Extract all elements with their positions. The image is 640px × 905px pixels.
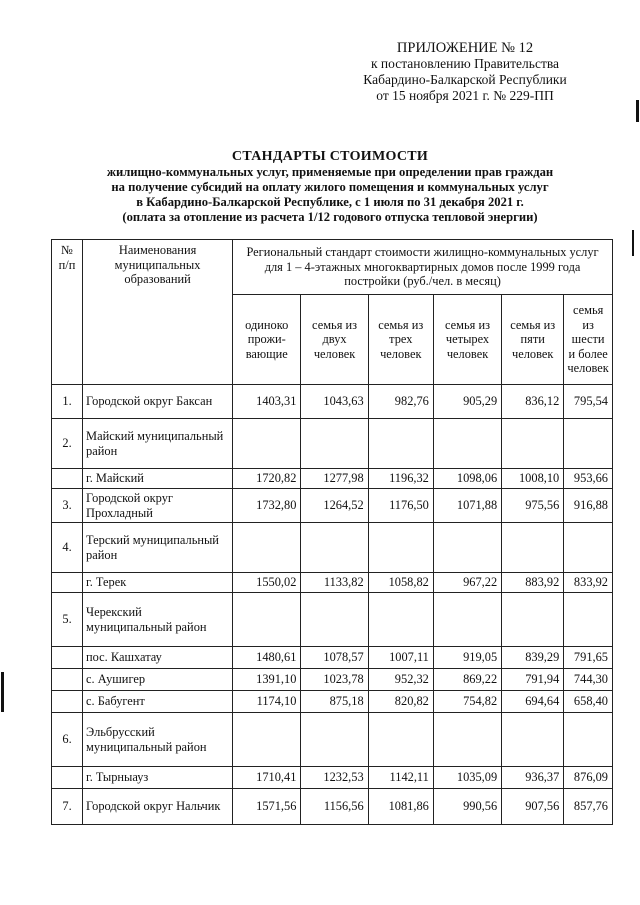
cost-value: 1058,82 xyxy=(368,573,433,593)
cost-value: 1078,57 xyxy=(301,647,368,669)
cost-value: 953,66 xyxy=(564,469,613,489)
cost-value: 1008,10 xyxy=(502,469,564,489)
cost-value: 791,94 xyxy=(502,669,564,691)
table-row xyxy=(52,691,613,713)
cost-value: 1403,31 xyxy=(233,385,301,419)
table-row xyxy=(52,593,613,647)
cost-value xyxy=(564,523,613,573)
cost-value: 876,09 xyxy=(564,767,613,789)
cost-value: 1007,11 xyxy=(368,647,433,669)
cost-value: 833,92 xyxy=(564,573,613,593)
cost-value: 1480,61 xyxy=(233,647,301,669)
table-row xyxy=(52,489,613,523)
municipality-name: Городской округ Прохладный xyxy=(83,489,233,523)
cost-value xyxy=(233,523,301,573)
cost-value: 1710,41 xyxy=(233,767,301,789)
row-number xyxy=(52,691,83,713)
cost-value: 1142,11 xyxy=(368,767,433,789)
cost-value: 1081,86 xyxy=(368,789,433,825)
row-number: 6. xyxy=(52,713,83,767)
cost-value: 1732,80 xyxy=(233,489,301,523)
appendix-line-2: Кабардино-Балкарской Республики xyxy=(363,72,567,87)
table-row xyxy=(52,767,613,789)
table-row xyxy=(52,523,613,573)
cost-value: 1098,06 xyxy=(433,469,501,489)
cost-value xyxy=(233,419,301,469)
table-row xyxy=(52,419,613,469)
row-number: 1. xyxy=(52,385,83,419)
cost-value xyxy=(368,593,433,647)
municipality-name: пос. Кашхатау xyxy=(83,647,233,669)
cost-value: 936,37 xyxy=(502,767,564,789)
cost-value xyxy=(301,523,368,573)
cost-value xyxy=(502,713,564,767)
cost-value: 1571,56 xyxy=(233,789,301,825)
table-row xyxy=(52,713,613,767)
header-single: одиноко прожи-вающие xyxy=(233,295,301,385)
cost-value: 982,76 xyxy=(368,385,433,419)
cost-value xyxy=(433,419,501,469)
appendix-title: ПРИЛОЖЕНИЕ № 12 xyxy=(396,40,534,56)
cost-value: 967,22 xyxy=(433,573,501,593)
municipality-name: Городской округ Нальчик xyxy=(83,789,233,825)
document-heading xyxy=(20,148,640,225)
municipality-name: с. Бабугент xyxy=(83,691,233,713)
municipality-name: г. Майский xyxy=(83,469,233,489)
cost-value: 1720,82 xyxy=(233,469,301,489)
row-number: 2. xyxy=(52,419,83,469)
municipality-name: Майский муниципальный район xyxy=(83,419,233,469)
cost-value: 744,30 xyxy=(564,669,613,691)
cost-value: 1550,02 xyxy=(233,573,301,593)
table-row xyxy=(52,573,613,593)
municipality-name: Терский муниципальный район xyxy=(83,523,233,573)
row-number: 4. xyxy=(52,523,83,573)
row-number xyxy=(52,647,83,669)
appendix-block xyxy=(300,40,630,104)
row-number xyxy=(52,469,83,489)
cost-value: 1176,50 xyxy=(368,489,433,523)
cost-value: 1264,52 xyxy=(301,489,368,523)
header-regional-standard: Региональный стандарт стоимости жилищно-коммунальных услуг для 1 – 4-этажных многоквартирных домов после 1999 года постройки (руб./чел. в месяц) xyxy=(233,240,613,295)
row-number: 7. xyxy=(52,789,83,825)
table-row xyxy=(52,469,613,489)
cost-value: 916,88 xyxy=(564,489,613,523)
cost-value xyxy=(502,523,564,573)
cost-value: 919,05 xyxy=(433,647,501,669)
cost-value: 869,22 xyxy=(433,669,501,691)
cost-value: 1071,88 xyxy=(433,489,501,523)
municipality-name: г. Терек xyxy=(83,573,233,593)
municipality-name: Эльбрусский муниципальный район xyxy=(83,713,233,767)
municipality-name: с. Аушигер xyxy=(83,669,233,691)
cost-value: 1035,09 xyxy=(433,767,501,789)
cost-value xyxy=(433,593,501,647)
cost-value: 1277,98 xyxy=(301,469,368,489)
cost-value: 791,65 xyxy=(564,647,613,669)
row-number xyxy=(52,573,83,593)
table-row xyxy=(52,385,613,419)
cost-value: 905,29 xyxy=(433,385,501,419)
cost-value: 1391,10 xyxy=(233,669,301,691)
header-family-5: семья из пяти человек xyxy=(502,295,564,385)
cost-value: 883,92 xyxy=(502,573,564,593)
cost-value xyxy=(502,419,564,469)
municipality-name: Черекский муниципальный район xyxy=(83,593,233,647)
row-number xyxy=(52,669,83,691)
scan-edge-mark xyxy=(1,672,4,712)
cost-value: 795,54 xyxy=(564,385,613,419)
table-body xyxy=(52,385,613,825)
cost-value xyxy=(433,523,501,573)
row-number: 5. xyxy=(52,593,83,647)
cost-value: 875,18 xyxy=(301,691,368,713)
municipality-name: г. Тырныауз xyxy=(83,767,233,789)
cost-value: 1196,32 xyxy=(368,469,433,489)
cost-value xyxy=(233,713,301,767)
header-family-3: семья из трех человек xyxy=(368,295,433,385)
table-row xyxy=(52,789,613,825)
cost-value: 1043,63 xyxy=(301,385,368,419)
cost-value: 839,29 xyxy=(502,647,564,669)
document-subtitle-2: на получение субсидий на оплату жилого помещения и коммунальных услуг xyxy=(111,180,549,194)
cost-value: 820,82 xyxy=(368,691,433,713)
header-family-4: семья из четырех человек xyxy=(433,295,501,385)
document-subtitle-3: в Кабардино-Балкарской Республике, с 1 июля по 31 декабря 2021 г. xyxy=(136,195,524,209)
cost-value: 952,32 xyxy=(368,669,433,691)
cost-value xyxy=(564,419,613,469)
cost-value xyxy=(433,713,501,767)
scan-edge-mark xyxy=(632,230,634,256)
cost-value xyxy=(564,713,613,767)
cost-value xyxy=(368,419,433,469)
cost-value: 1156,56 xyxy=(301,789,368,825)
cost-value: 658,40 xyxy=(564,691,613,713)
appendix-line-1: к постановлению Правительства xyxy=(370,56,560,71)
cost-value: 975,56 xyxy=(502,489,564,523)
row-number xyxy=(52,767,83,789)
cost-value: 1023,78 xyxy=(301,669,368,691)
appendix-line-3: от 15 ноября 2021 г. № 229-ПП xyxy=(376,88,554,103)
document-subtitle-1: жилищно-коммунальных услуг, применяемые при определении прав граждан xyxy=(106,165,554,179)
cost-value xyxy=(368,523,433,573)
row-number: 3. xyxy=(52,489,83,523)
header-family-6-plus: семья из шести и более человек xyxy=(564,295,613,385)
cost-value xyxy=(301,419,368,469)
table-row xyxy=(52,647,613,669)
cost-value xyxy=(502,593,564,647)
cost-value xyxy=(301,713,368,767)
cost-value: 907,56 xyxy=(502,789,564,825)
cost-value: 1133,82 xyxy=(301,573,368,593)
document-subtitle-4: (оплата за отопление из расчета 1/12 годового отпуска тепловой энергии) xyxy=(122,210,538,224)
document-title: СТАНДАРТЫ СТОИМОСТИ xyxy=(231,149,429,164)
cost-value xyxy=(233,593,301,647)
cost-value xyxy=(368,713,433,767)
cost-value xyxy=(564,593,613,647)
header-family-2: семья из двух человек xyxy=(301,295,368,385)
scan-edge-mark xyxy=(636,100,639,122)
cost-value: 857,76 xyxy=(564,789,613,825)
cost-value: 836,12 xyxy=(502,385,564,419)
cost-value: 1174,10 xyxy=(233,691,301,713)
cost-value: 1232,53 xyxy=(301,767,368,789)
municipality-name: Городской округ Баксан xyxy=(83,385,233,419)
cost-value: 754,82 xyxy=(433,691,501,713)
cost-value: 990,56 xyxy=(433,789,501,825)
cost-value xyxy=(301,593,368,647)
standards-table xyxy=(51,239,613,825)
header-number: № п/п xyxy=(52,240,83,385)
cost-value: 694,64 xyxy=(502,691,564,713)
header-municipality: Наименования муниципальных образований xyxy=(83,240,233,385)
table-row xyxy=(52,669,613,691)
